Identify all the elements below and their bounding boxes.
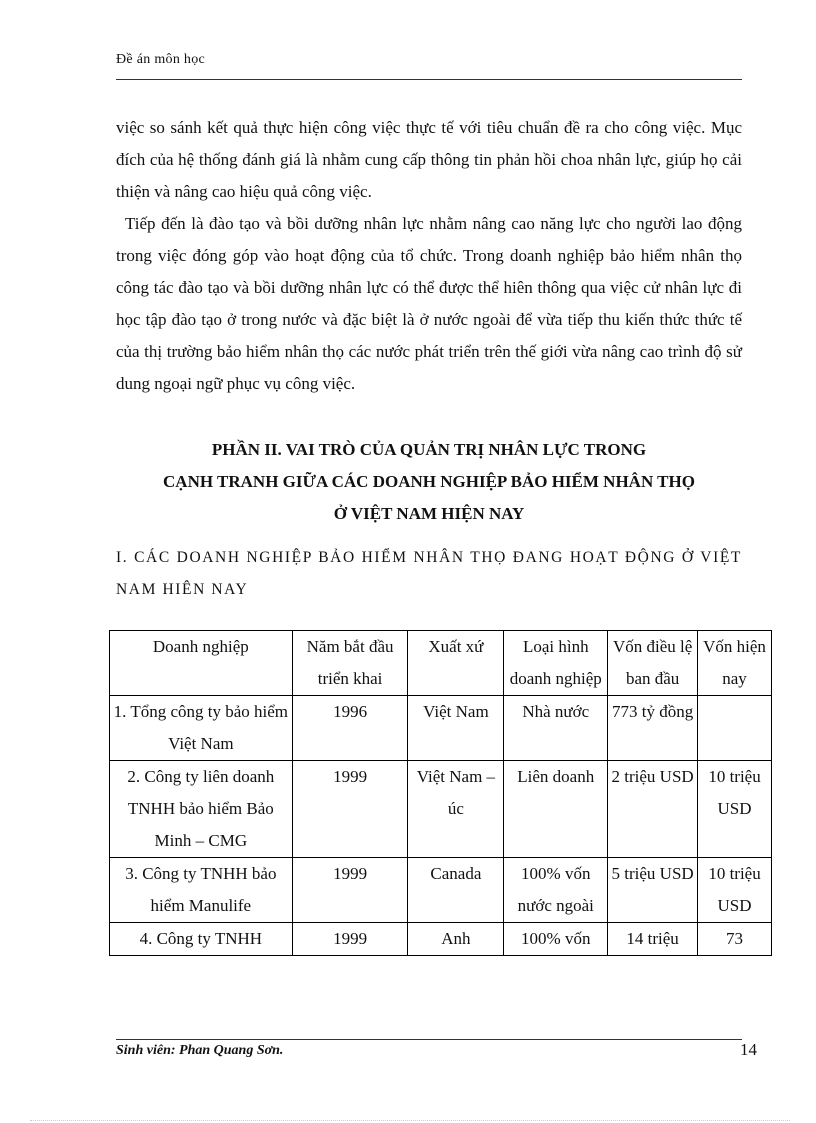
table-cell: Anh <box>408 923 504 956</box>
table-cell: 4. Công ty TNHH <box>110 923 293 956</box>
table-cell: 3. Công ty TNHH bảo hiểm Manulife <box>110 858 293 923</box>
part-heading-line-3: Ở VIỆT NAM HIỆN NAY <box>333 504 525 523</box>
table-cell: 5 triệu USD <box>608 858 698 923</box>
page-header-title: Đề án môn học <box>116 52 206 67</box>
table-cell: 100% vốn <box>504 923 608 956</box>
table-cell: Nhà nước <box>504 696 608 761</box>
paragraph-2: Tiếp đến là đào tạo và bồi dưỡng nhân lực nhằm nâng cao năng lực cho người lao động trong việc đóng góp vào hoạt động của tổ chức. Trong doanh nghiệp bảo hiểm nhân thọ công tác đào tạo và bồi dưỡng nhân lực có thể được thể hiên thông qua việc cử nhân lực đi học tập đào tạo ở trong nước và đặc biệt là ở nước ngoài để vừa tiếp thu kiến thức thức tế của thị trường bảo hiểm nhân thọ các nước phát triển trên thế giới vừa nâng cao trình độ sử dung ngoại ngữ phục vụ công việc. <box>116 214 742 393</box>
table-cell: 1. Tổng công ty bảo hiểm Việt Nam <box>110 696 293 761</box>
table-cell: Việt Nam – úc <box>408 761 504 858</box>
table-row <box>110 923 772 956</box>
table-row <box>110 761 772 858</box>
table-cell: Canada <box>408 858 504 923</box>
table-header-cell: Năm bắt đầu triển khai <box>292 631 408 696</box>
part-heading-line-2: CẠNH TRANH GIỮA CÁC DOANH NGHIỆP BẢO HIỂM NHÂN THỌ <box>163 472 695 491</box>
table-header-cell: Xuất xứ <box>408 631 504 696</box>
table-cell <box>698 696 772 761</box>
table-cell: Việt Nam <box>408 696 504 761</box>
table-cell: 773 tỷ đồng <box>608 696 698 761</box>
part-heading <box>116 434 742 530</box>
page-number: 14 <box>740 1040 757 1059</box>
table-cell: 1999 <box>292 761 408 858</box>
table-cell: 2 triệu USD <box>608 761 698 858</box>
table-header-cell: Vốn hiện nay <box>698 631 772 696</box>
table-cell: 10 triệu USD <box>698 858 772 923</box>
table-row <box>110 696 772 761</box>
footer-divider <box>116 1039 742 1040</box>
table-cell: 1996 <box>292 696 408 761</box>
table-cell: 14 triệu <box>608 923 698 956</box>
table-header-cell: Doanh nghiệp <box>110 631 293 696</box>
table-cell: Liên doanh <box>504 761 608 858</box>
paragraph-1: việc so sánh kết quả thực hiện công việc thực tế với tiêu chuẩn đề ra cho công việc. Mục đích của hệ thống đánh giá là nhằm cung cấp thông tin phản hồi choa nhân lực, giúp họ cải thiện và nâng cao hiệu quả công việc. <box>116 118 742 201</box>
table-header-cell: Vốn điều lệ ban đầu <box>608 631 698 696</box>
table-cell: 10 triệu USD <box>698 761 772 858</box>
page-bottom-border <box>30 1120 790 1121</box>
table-cell: 1999 <box>292 923 408 956</box>
footer-student: Sinh viên: Phan Quang Sơn. <box>116 1043 284 1058</box>
header-divider <box>116 79 742 80</box>
table-cell: 1999 <box>292 858 408 923</box>
body-text <box>116 112 742 400</box>
insurers-table <box>109 630 772 956</box>
table-cell: 100% vốn nước ngoài <box>504 858 608 923</box>
table-row <box>110 858 772 923</box>
table-header-cell: Loại hình doanh nghiệp <box>504 631 608 696</box>
section-heading: I. CÁC DOANH NGHIỆP BẢO HIỂM NHÂN THỌ ĐANG HOẠT ĐỘNG Ở VIỆT NAM HIÊN NAY <box>116 549 742 598</box>
table-header-row <box>110 631 772 696</box>
table-cell: 73 <box>698 923 772 956</box>
table-cell: 2. Công ty liên doanh TNHH bảo hiểm Bảo Minh – CMG <box>110 761 293 858</box>
part-heading-line-1: PHẦN II. VAI TRÒ CỦA QUẢN TRỊ NHÂN LỰC TRONG <box>211 440 647 459</box>
